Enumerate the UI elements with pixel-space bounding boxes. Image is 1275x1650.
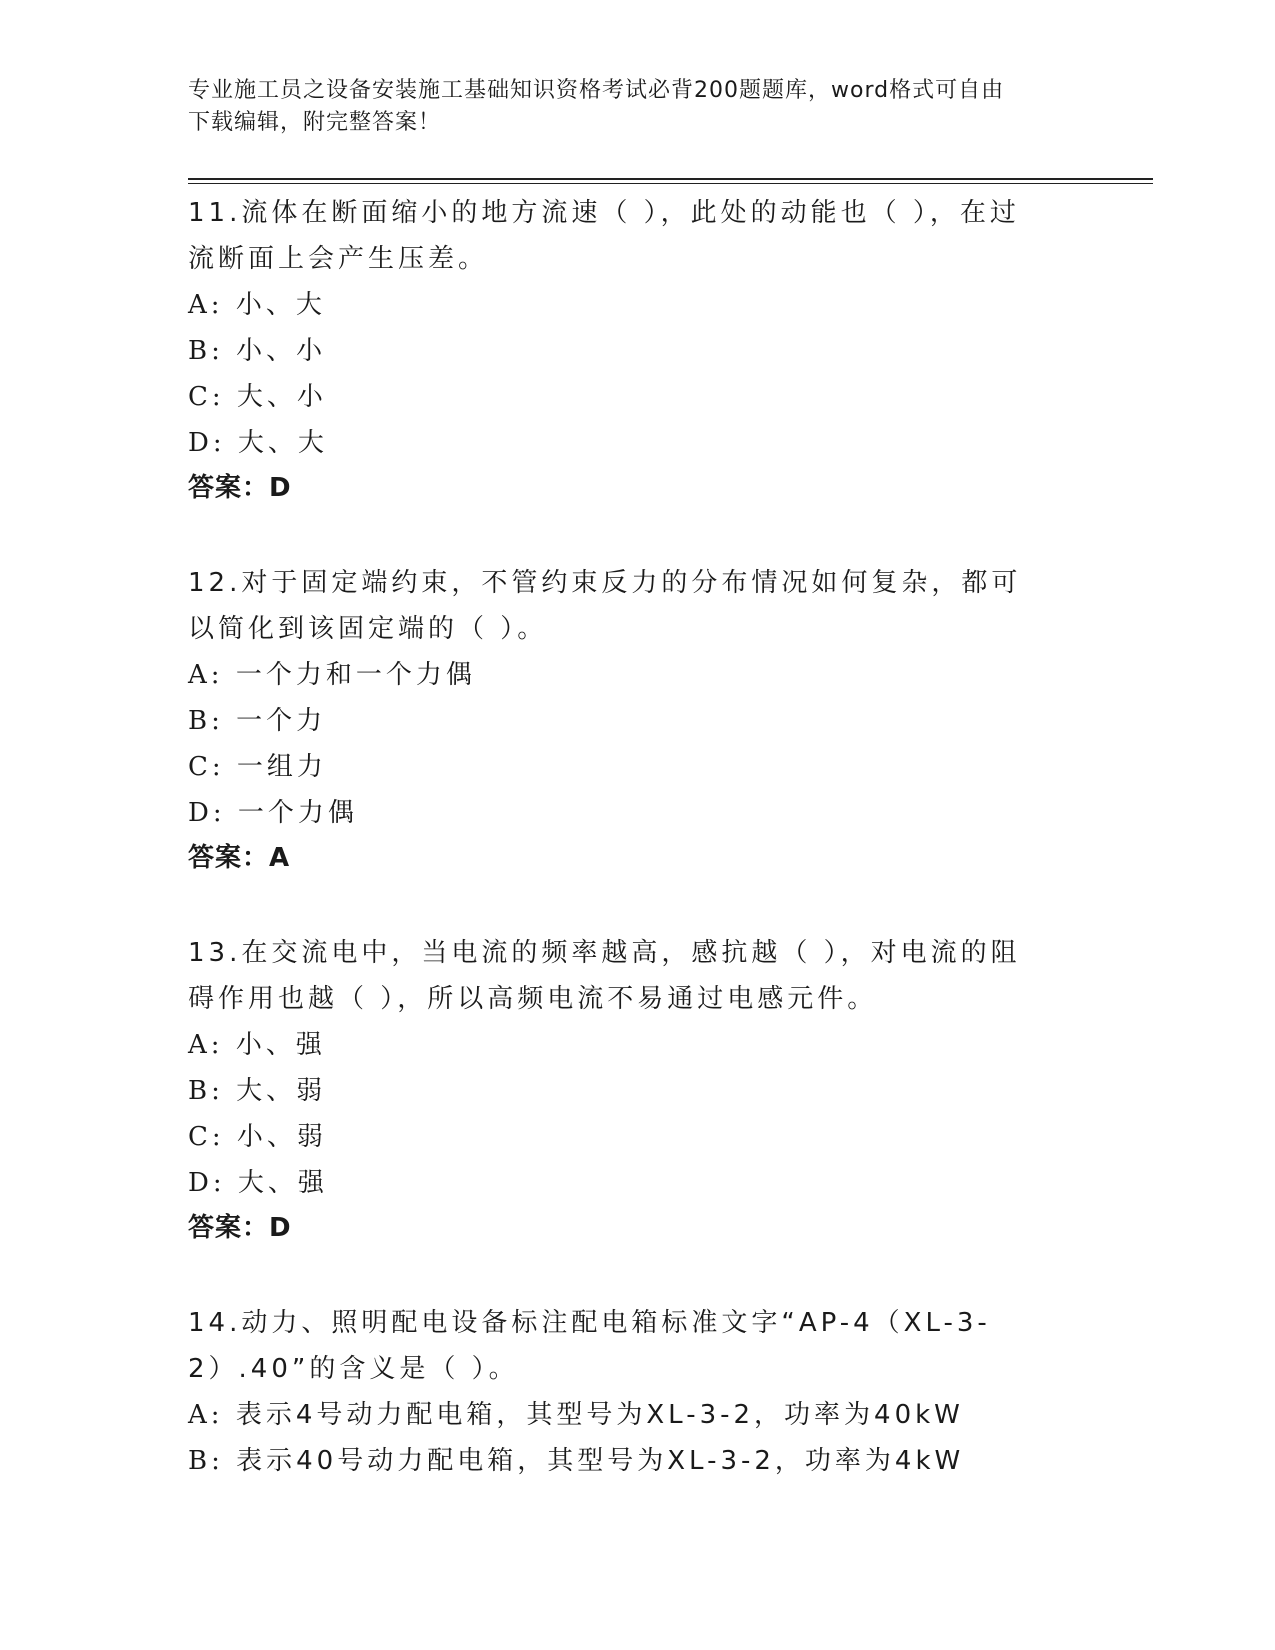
question-list bbox=[188, 190, 1128, 1534]
option-letter: D: bbox=[188, 1168, 226, 1198]
option-text: 大、强 bbox=[237, 1168, 328, 1198]
option-text: 一组力 bbox=[236, 752, 327, 782]
option-letter: C: bbox=[188, 752, 225, 782]
answer-option bbox=[188, 1160, 1128, 1206]
answer-option bbox=[188, 790, 1128, 836]
option-letter: C: bbox=[188, 382, 225, 412]
option-text: 小、小 bbox=[236, 336, 327, 366]
header-divider-thick bbox=[188, 178, 1153, 180]
answer-option bbox=[188, 1068, 1128, 1114]
answer-key: 答案：D bbox=[188, 1213, 292, 1243]
answer-option bbox=[188, 1438, 1128, 1484]
option-letter: A: bbox=[188, 1400, 224, 1430]
question-block bbox=[188, 560, 1128, 880]
option-letter: B: bbox=[188, 1446, 224, 1476]
answer-option bbox=[188, 652, 1128, 698]
answer-option bbox=[188, 744, 1128, 790]
option-letter: A: bbox=[188, 290, 224, 320]
question-text: 13.在交流电中，当电流的频率越高，感抗越（ ），对电流的阻碍作用也越（ ），所以高频电流不易通过电感元件。 bbox=[188, 938, 1021, 1014]
option-letter: A: bbox=[188, 1030, 224, 1060]
document-header bbox=[188, 75, 1088, 139]
answer-option bbox=[188, 1022, 1128, 1068]
option-letter: A: bbox=[188, 660, 224, 690]
question-block bbox=[188, 1300, 1128, 1484]
option-letter: B: bbox=[188, 336, 224, 366]
option-text: 一个力 bbox=[236, 706, 327, 736]
option-text: 一个力偶 bbox=[237, 798, 358, 828]
option-text: 表示4号动力配电箱，其型号为XL-3-2，功率为40kW bbox=[235, 1400, 964, 1430]
answer-option bbox=[188, 420, 1128, 466]
header-divider-thin bbox=[188, 183, 1153, 184]
option-text: 表示40号动力配电箱，其型号为XL-3-2，功率为4kW bbox=[236, 1446, 965, 1476]
option-text: 大、弱 bbox=[236, 1076, 327, 1106]
question-block bbox=[188, 930, 1128, 1250]
option-text: 小、大 bbox=[235, 290, 326, 320]
answer-key: 答案：D bbox=[188, 473, 292, 503]
option-text: 大、大 bbox=[237, 428, 328, 458]
header-line-1: 专业施工员之设备安装施工基础知识资格考试必背200题题库，word格式可自由 bbox=[188, 78, 1005, 103]
option-letter: D: bbox=[188, 798, 226, 828]
option-letter: C: bbox=[188, 1122, 225, 1152]
option-text: 小、弱 bbox=[236, 1122, 327, 1152]
header-line-2: 下载编辑，附完整答案！ bbox=[188, 110, 442, 135]
answer-option bbox=[188, 282, 1128, 328]
question-text: 14.动力、照明配电设备标注配电箱标准文字“AP-4（XL-3-2）.40”的含义是（ ）。 bbox=[188, 1308, 991, 1384]
option-text: 小、强 bbox=[235, 1030, 326, 1060]
answer-option bbox=[188, 374, 1128, 420]
option-text: 一个力和一个力偶 bbox=[235, 660, 476, 690]
option-letter: D: bbox=[188, 428, 226, 458]
option-text: 大、小 bbox=[236, 382, 327, 412]
answer-option bbox=[188, 1392, 1128, 1438]
question-text: 12.对于固定端约束，不管约束反力的分布情况如何复杂，都可以简化到该固定端的（ ）。 bbox=[188, 568, 1022, 644]
answer-option bbox=[188, 1114, 1128, 1160]
question-text: 11.流体在断面缩小的地方流速（ ），此处的动能也（ ），在过流断面上会产生压差。 bbox=[188, 198, 1020, 274]
option-letter: B: bbox=[188, 1076, 224, 1106]
answer-option bbox=[188, 328, 1128, 374]
option-letter: B: bbox=[188, 706, 224, 736]
answer-option bbox=[188, 698, 1128, 744]
question-block bbox=[188, 190, 1128, 510]
answer-key: 答案：A bbox=[188, 843, 291, 873]
